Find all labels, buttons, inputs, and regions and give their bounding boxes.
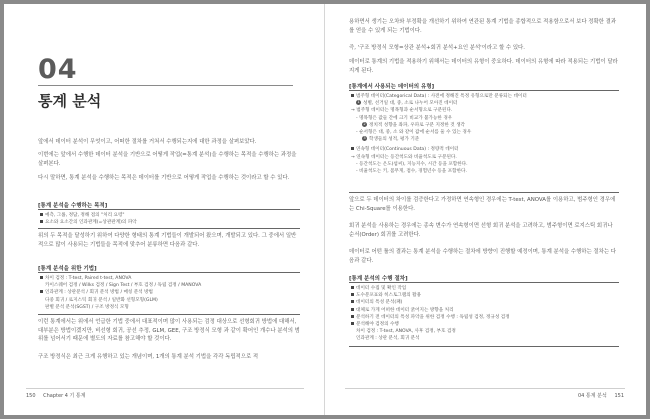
bullet-icon — [40, 220, 43, 223]
bullet-icon — [351, 300, 354, 303]
procedure-box-title: [통계 분석의 수행 절차] — [349, 276, 408, 282]
book-spread — [4, 4, 646, 415]
bullet-icon — [351, 308, 354, 311]
purpose-box — [40, 212, 298, 226]
methods-box-bottom-rule — [38, 314, 300, 315]
list-item: → 연속형 데이터는 등간척도와 비율척도로 구분된다. — [351, 154, 457, 160]
chapter-rule — [38, 85, 293, 86]
page-number: 150 — [26, 393, 36, 399]
list-item: 카이스퀘어 검정 / Wilks 검정 / Sign Test / 부호 검정 / 독립 검정 / MANOVA — [45, 283, 202, 289]
procedure-box — [351, 285, 617, 343]
footer-chapter: 04 통계 분석 — [577, 393, 607, 399]
right-footer — [578, 392, 624, 399]
number-badge: 1 — [357, 100, 360, 105]
list-item: 분석해야 검정의 수행 — [351, 321, 617, 328]
right-paragraph-3: 데이터로 통계의 기법을 적용하기 위해서는 데이터의 유형이 중요하다. 데이터의 유형에 따라 적용되는 기법이 달라지게 된다. — [349, 59, 618, 74]
intro-paragraph-1: 앞에서 데이터 분석이 무엇이고, 어떠한 절차를 거쳐서 수행되는지에 대한 과정을 살펴보았다. — [38, 139, 257, 145]
right-paragraph-2: 즉, '구조 방정식 모형=상관 분석+회귀 분석+요인 분석'이라고 할 수 있다. — [349, 45, 525, 51]
right-paragraph-1: 용하면서 생기는 오차와 부정확을 개선하기 위하여 연관된 통계 기법을 종합적으로 적용함으로서 보다 정확한 결과를 얻을 수 있게 되는 기법이다. — [349, 19, 617, 34]
list-item: 예측, 그룹, 정답, 정해 점의 "처리 요령" — [40, 212, 298, 219]
bullet-icon — [351, 315, 354, 318]
list-item: 차이 검정 : T-test, ANOVA, 사후 검정, 부호 검정 — [356, 329, 456, 335]
list-item: 요소와 요소간의 인과관계(=상관관계)의 파악 — [40, 219, 298, 226]
mid-paragraph: 위의 두 목적을 달성하기 위하여 다양한 형태의 통계 기법들이 개발되어 왔으며, 개발되고 있다. 그 중에서 일반적으로 많이 사용되는 기법들을 목적에 맞추어 분류하면 다음과 같다. — [38, 233, 297, 248]
methods-box — [40, 275, 298, 311]
list-item: 다중 회귀 / 로지스틱 회귀 분석 / 일반화 선형모형(GLM) — [45, 297, 158, 303]
list-item: 판별 분석 분석(SGST) / 구조 방정식 모형 — [45, 304, 129, 310]
right-page — [325, 4, 646, 415]
bullet-icon — [351, 293, 354, 296]
list-item: 대체로 가게 어떠한 데이터 굵어지는 방향을 처리 — [351, 307, 617, 314]
data-types-box-bottom-rule — [349, 192, 619, 193]
list-item: - 명목형은 값들 간에 크기 비교가 불가능한 경우 — [356, 115, 453, 121]
procedure-box-top-rule — [349, 282, 619, 283]
intro-paragraph-3: 다시 말하면, 통계 분석을 수행하는 목적은 데이터를 기반으로 어떻게 작업을 수행하는 것이라고 할 수 있다. — [38, 175, 290, 181]
footer-rule — [26, 388, 304, 389]
list-item: 차이 검정 : T-test, Paired t-test, ANOVA — [40, 275, 298, 282]
purpose-box-top-rule — [38, 209, 300, 210]
right-mid-paragraph-3: 데이터로 어떤 툴의 결과는 통계 분석을 수행하는 절차에 방향이 진행할 예정이며, 통계 분석을 수행하는 절차는 다음과 같다. — [349, 249, 616, 264]
list-item: 분석하기 전 데이터의 특성 파악을 위한 검정 수행 : 독립성 검정, 정규성 검정 — [351, 314, 617, 321]
left-page — [4, 4, 325, 415]
list-item: 인과관계 : 상관 분석, 회귀 분석 — [356, 336, 420, 342]
methods-box-top-rule — [38, 272, 300, 273]
end-paragraph-1: 이런 통계에서는 위에서 언급한 기법 중에서 대표적이며 많이 사용되는 검정 대상으로 선형회귀 방법에 대해서, 대부분은 방법이겠지만, 비선형 회귀, 공선 추정, GLM, GEE, 구조 방정식 모형 과 같이 확어인 개수나 분석의 범위를 넘어서기 때문에 별도의 자료를 참고해야 할 것이다. — [38, 319, 300, 343]
footer-rule — [345, 388, 625, 389]
chapter-number: 04 — [38, 54, 78, 85]
purpose-box-bottom-rule — [38, 228, 300, 229]
list-item: 데이터의 특성 분석(패) — [351, 299, 617, 306]
intro-paragraph-2: 이번에는 앞에서 수행한 데이터 분석을 기반으로 어떻게 작업(=통계 분석)을 수행하는 목적을 수행하는 과정을 살펴본다. — [38, 152, 297, 167]
left-footer — [26, 392, 86, 399]
footer-chapter: Chapter 4 기 통계 — [43, 393, 86, 399]
purpose-box-title: [통계 분석을 수행하는 목적] — [38, 203, 108, 209]
data-types-box-top-rule — [349, 90, 619, 91]
bullet-icon — [40, 290, 43, 293]
list-item: → 범주형 데이터는 명목형과 순서형으로 구분된다. — [351, 108, 453, 114]
number-badge: 2 — [363, 121, 366, 126]
list-item: 범주형 데이터(Categorical Data) : 사전에 정해진 특정 유형으로만 분류되는 데이터 — [351, 93, 617, 100]
right-mid-paragraph-1: 앞으로 두 데이터의 차이를 검증한다고 가정하면 연속형인 경우에는 T-test, ANOVA를 이용하고, 범주형인 경우에는 Chi-Square를 이용한다. — [349, 197, 616, 212]
list-item: 연속형 데이터(Continuous Data) : 정량적 데이터 — [351, 146, 617, 153]
end-paragraph-2: 구조 방정식은 최근 크게 유행하고 있는 개념이며, 1개의 통계 분석 기법을 각각 독립적으로 적 — [38, 354, 259, 360]
number-badge: 3 — [363, 136, 366, 141]
bullet-icon — [351, 322, 354, 325]
list-item: - 순서형은 대, 중, 소 와 같이 값에 순서를 둘 수 있는 경우 — [356, 130, 472, 136]
data-types-box — [351, 93, 617, 175]
methods-box-title: [통계 분석을 위한 기법] — [38, 266, 97, 272]
list-item: 3 학생들의 성적, 평가 기준 — [363, 136, 420, 143]
bullet-icon — [351, 94, 354, 97]
list-item: 2 정치적 성향을 좌파, 우파로 구분 지정한 것 생각 — [363, 121, 465, 128]
list-item: 1 성별, 선거일 대, 중, 소로 나누어 모아진 데이터 — [357, 100, 458, 107]
list-item: - 비율척도는 키, 몸무게, 점수, 경험년수 등을 포함한다. — [356, 169, 467, 175]
right-mid-paragraph-2: 회귀 분석을 사용하는 경우에는 종속 변수가 연속형이면 선형 회귀 분석을 고려하고, 범주형이면 로지스틱 회귀나 순서(Order) 회귀를 고려한다. — [349, 223, 613, 238]
chapter-title: 통계 분석 — [38, 92, 102, 110]
bullet-icon — [351, 286, 354, 289]
list-item: 도수분포표와 히스토그램의 활용 — [351, 292, 617, 299]
page-number: 151 — [614, 393, 624, 399]
data-types-box-title: [통계에서 사용되는 데이터의 유형] — [349, 84, 435, 90]
bullet-icon — [40, 276, 43, 279]
list-item: 인과관계 : 상관분석 / 회귀 분석 방법 / 매칭 분석 방법 — [40, 289, 298, 296]
list-item: 데이터 수집 및 확인 작업 — [351, 285, 617, 292]
bullet-icon — [351, 147, 354, 150]
procedure-box-bottom-rule — [349, 346, 619, 347]
bullet-icon — [40, 213, 43, 216]
list-item: - 등간척도는 온도(섭씨), 지능지수, 시간 등을 포함한다. — [356, 161, 468, 167]
